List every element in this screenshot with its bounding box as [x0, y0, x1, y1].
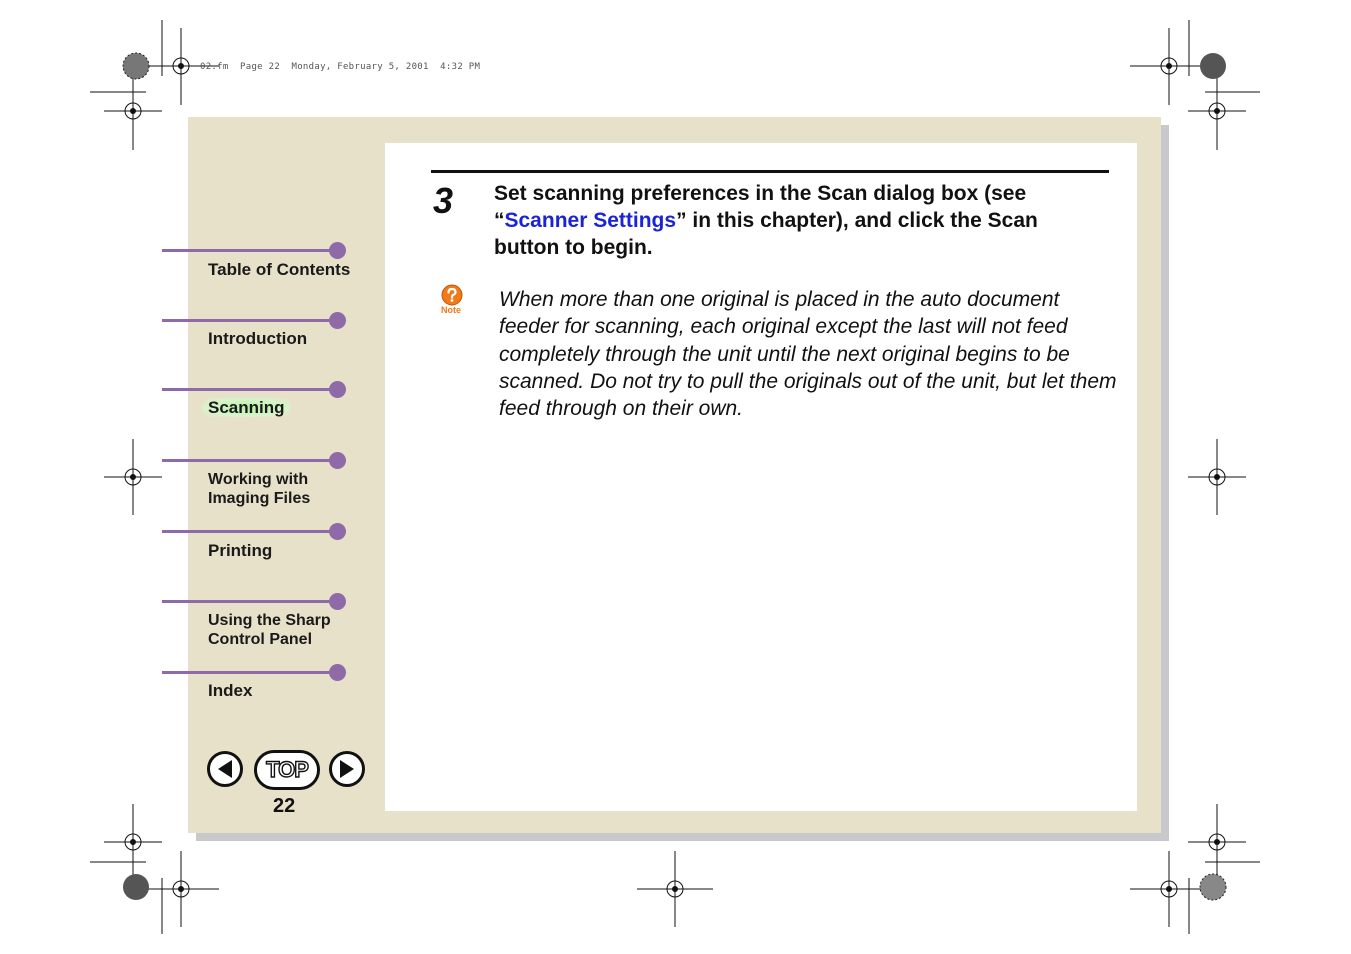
previous-page-button[interactable]: [207, 751, 243, 787]
nav-line: [162, 459, 338, 462]
nav-dot: [329, 452, 346, 469]
nav-dot: [329, 381, 346, 398]
page-number: 22: [273, 795, 296, 817]
nav-label-sharp-line1[interactable]: Using the Sharp: [208, 612, 331, 629]
nav-label-introduction[interactable]: Introduction: [208, 329, 308, 348]
step-number: 3: [433, 180, 454, 221]
nav-line: [162, 671, 338, 674]
arrow-left-icon: [214, 758, 236, 780]
nav-dot: [329, 523, 346, 540]
next-page-button[interactable]: [329, 751, 365, 787]
nav-label-working-line1[interactable]: Working with: [208, 471, 309, 488]
nav-label-table-of-contents[interactable]: Table of Contents: [208, 260, 351, 279]
nav-dot: [329, 242, 346, 259]
section-rule: [431, 170, 1109, 173]
arrow-right-icon: [336, 758, 358, 780]
note-text: When more than one original is placed in the auto document feeder for scanning, each original except the last will not feed completely through the unit until the next original begins to be scanned. Do not try to pull the originals out of the unit, but let them feed through on their own.: [499, 288, 1117, 421]
nav-line: [162, 600, 338, 603]
nav-label-working-line2[interactable]: Imaging Files: [208, 490, 311, 507]
nav-dot: [329, 312, 346, 329]
step-text-before: Set scanning preferences in the Scan dialog box (see “: [494, 182, 1027, 232]
nav-line: [162, 249, 338, 252]
nav-dot: [329, 593, 346, 610]
nav-label-scanning[interactable]: Scanning: [202, 398, 291, 417]
color-target-tl: [123, 53, 149, 79]
print-header: 02.fm Page 22 Monday, February 5, 2001 4:32 PM: [200, 62, 481, 72]
scanner-settings-link[interactable]: Scanner Settings: [504, 209, 677, 232]
nav-dot: [329, 664, 346, 681]
note-icon-label: Note: [441, 305, 461, 315]
nav-label-sharp-line2[interactable]: Control Panel: [208, 631, 313, 648]
note-icon: [439, 284, 465, 318]
nav-line: [162, 319, 338, 322]
step-text-after: ” in this chapter), and click the Scan button to begin.: [494, 209, 1038, 259]
nav-line: [162, 388, 338, 391]
nav-line: [162, 530, 338, 533]
top-button[interactable]: TOP: [254, 750, 320, 790]
nav-label-printing[interactable]: Printing: [208, 541, 273, 560]
nav-label-index[interactable]: Index: [208, 681, 253, 700]
step-instruction: [494, 180, 1094, 261]
